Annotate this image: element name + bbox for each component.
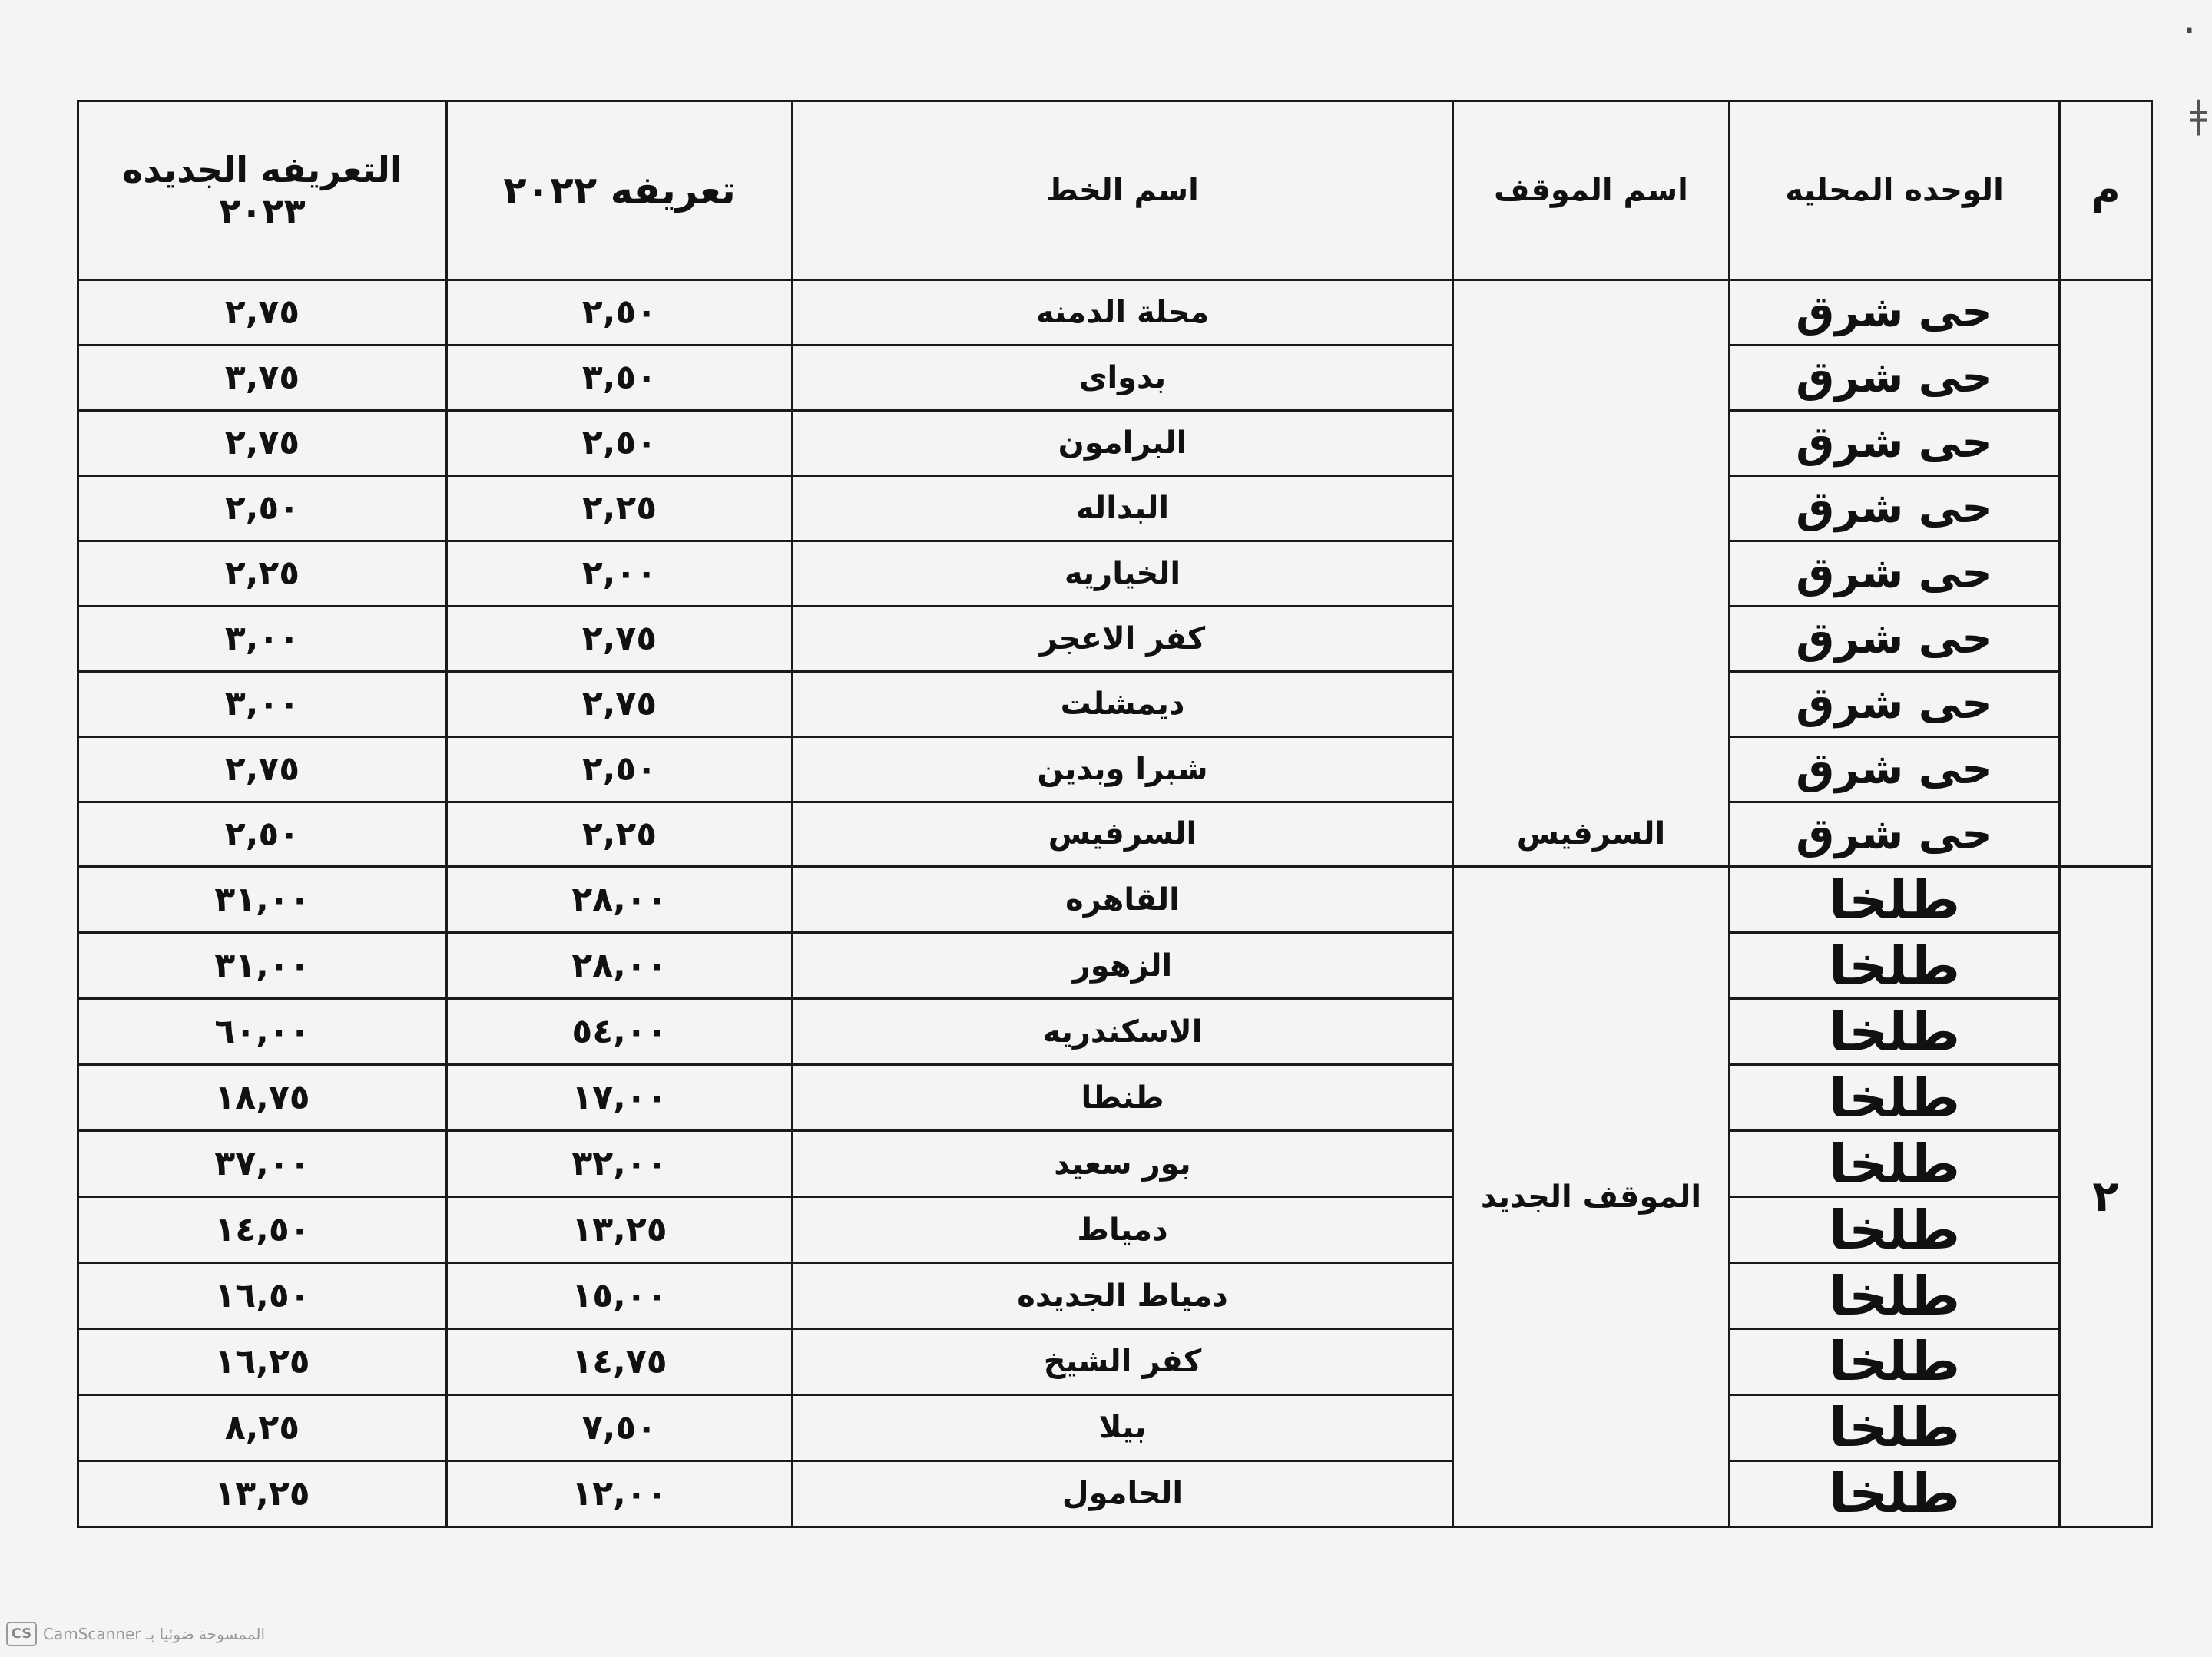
fare-2022-cell: ١٥,٠٠ (447, 1263, 793, 1329)
local-unit-label: حى شرق (1796, 418, 1993, 468)
fare-2023-cell: ٣,٠٠ (78, 671, 447, 736)
fare-2022-cell: ٢,٧٥ (447, 671, 793, 736)
local-unit-label: حى شرق (1796, 809, 1993, 859)
local-unit-cell (1730, 1263, 2060, 1329)
fare-2022-cell: ٣,٥٠ (447, 345, 793, 410)
fare-2023-cell: ٣٧,٠٠ (78, 1131, 447, 1197)
fare-2023-cell: ٣,٠٠ (78, 606, 447, 671)
fare-2022-cell: ٢,٠٠ (447, 541, 793, 606)
line-name-cell: البداله (793, 475, 1453, 541)
line-name-cell: الخياريه (793, 541, 1453, 606)
local-unit-label: طلخا (1828, 1132, 1961, 1196)
table-row (78, 999, 2152, 1065)
table-row (78, 410, 2152, 475)
local-unit-cell (1730, 345, 2060, 410)
line-name-cell: محلة الدمنه (793, 280, 1453, 346)
corner-mark: · (2181, 4, 2197, 58)
stop-name: السرفيس (1516, 816, 1666, 852)
line-name-cell: القاهره (793, 867, 1453, 933)
fare-2022-cell: ١٤,٧٥ (447, 1329, 793, 1395)
fare-2023-cell: ٢,٧٥ (78, 280, 447, 346)
fare-2022-cell: ٧,٥٠ (447, 1394, 793, 1460)
table-row (78, 606, 2152, 671)
fare-2022-cell: ٢,٥٠ (447, 736, 793, 802)
fare-table (77, 100, 2153, 1528)
table-row (78, 1131, 2152, 1197)
line-name-cell: طنطا (793, 1065, 1453, 1131)
fare-2022-cell: ٢,٥٠ (447, 410, 793, 475)
line-name-cell: السرفيس (793, 802, 1453, 867)
fare-2022-cell: ٢,٥٠ (447, 280, 793, 346)
fare-2022-cell: ١٣,٢٥ (447, 1197, 793, 1263)
fare-2023-cell: ٢,٧٥ (78, 736, 447, 802)
table-row (78, 1394, 2152, 1460)
line-name-cell: دمياط الجديده (793, 1263, 1453, 1329)
local-unit-cell (1730, 736, 2060, 802)
local-unit-cell (1730, 802, 2060, 867)
local-unit-label: حى شرق (1796, 548, 1993, 599)
row-number (2060, 280, 2152, 867)
fare-2023-cell: ٣١,٠٠ (78, 867, 447, 933)
local-unit-cell (1730, 475, 2060, 541)
header-line-name: اسم الخط (793, 101, 1453, 280)
local-unit-cell (1730, 1394, 2060, 1460)
local-unit-cell (1730, 933, 2060, 999)
fare-2022-cell: ٢,٢٥ (447, 475, 793, 541)
local-unit-cell (1730, 280, 2060, 346)
local-unit-cell (1730, 1460, 2060, 1526)
table-row (78, 802, 2152, 867)
fare-2023-cell: ٦٠,٠٠ (78, 999, 447, 1065)
table-row (78, 1197, 2152, 1263)
stop-name: الموقف الجديد (1480, 1179, 1702, 1215)
stop-name-cell (1453, 280, 1730, 867)
local-unit-cell (1730, 541, 2060, 606)
local-unit-label: طلخا (1828, 868, 1961, 931)
fare-2022-cell: ٢,٧٥ (447, 606, 793, 671)
table-row (78, 1460, 2152, 1526)
stop-name-cell (1453, 867, 1730, 1527)
header-fare-2022: تعريفه ٢٠٢٢ (447, 101, 793, 280)
watermark-text: CamScanner الممسوحة ضوئيا بـ (43, 1625, 266, 1643)
local-unit-label: طلخا (1828, 1396, 1961, 1460)
fare-2023-cell: ٢,٥٠ (78, 802, 447, 867)
table-row (78, 736, 2152, 802)
scanner-watermark (6, 1622, 265, 1646)
line-name-cell: دمياط (793, 1197, 1453, 1263)
local-unit-cell (1730, 410, 2060, 475)
camscanner-logo-icon: CS (6, 1622, 37, 1646)
local-unit-label: طلخا (1828, 934, 1961, 997)
fare-2022-cell: ١٢,٠٠ (447, 1460, 793, 1526)
corner-mark-side: ǂ (2190, 92, 2207, 137)
local-unit-cell (1730, 671, 2060, 736)
table-row (78, 475, 2152, 541)
local-unit-cell (1730, 1329, 2060, 1395)
line-name-cell: كفر الاعجر (793, 606, 1453, 671)
table-row (78, 280, 2152, 346)
fare-2023-cell: ١٣,٢٥ (78, 1460, 447, 1526)
local-unit-label: طلخا (1828, 1000, 1961, 1063)
table-row (78, 1065, 2152, 1131)
local-unit-label: حى شرق (1796, 744, 1993, 795)
local-unit-label: طلخا (1828, 1198, 1961, 1262)
local-unit-cell (1730, 1131, 2060, 1197)
line-name-cell: بيلا (793, 1394, 1453, 1460)
table-header-row (78, 101, 2152, 280)
line-name-cell: بدواى (793, 345, 1453, 410)
fare-2022-cell: ٢٨,٠٠ (447, 867, 793, 933)
fare-2023-cell: ١٦,٥٠ (78, 1263, 447, 1329)
fare-2023-cell: ٢,٧٥ (78, 410, 447, 475)
fare-2022-cell: ٢٨,٠٠ (447, 933, 793, 999)
local-unit-cell (1730, 999, 2060, 1065)
table-row (78, 933, 2152, 999)
local-unit-label: حى شرق (1796, 614, 1993, 664)
table-row (78, 345, 2152, 410)
line-name-cell: ديمشلت (793, 671, 1453, 736)
header-num: م (2060, 101, 2152, 280)
local-unit-cell (1730, 606, 2060, 671)
table-row (78, 1263, 2152, 1329)
fare-2023-cell: ٣١,٠٠ (78, 933, 447, 999)
line-name-cell: البرامون (793, 410, 1453, 475)
fare-2023-cell: ١٤,٥٠ (78, 1197, 447, 1263)
line-name-cell: الحامول (793, 1460, 1453, 1526)
local-unit-label: طلخا (1828, 1330, 1961, 1394)
fare-2023-cell: ٣,٧٥ (78, 345, 447, 410)
local-unit-label: حى شرق (1796, 287, 1993, 338)
table-row (78, 541, 2152, 606)
fare-2022-cell: ١٧,٠٠ (447, 1065, 793, 1131)
header-fare-2023: التعريفه الجديده ٢٠٢٣ (78, 101, 447, 280)
header-stop-name: اسم الموقف (1453, 101, 1730, 280)
table-body (78, 280, 2152, 1527)
table-row (78, 867, 2152, 933)
row-number: ٢ (2060, 867, 2152, 1527)
table-row (78, 671, 2152, 736)
fare-2023-cell: ١٨,٧٥ (78, 1065, 447, 1131)
line-name-cell: الاسكندريه (793, 999, 1453, 1065)
local-unit-label: حى شرق (1796, 679, 1993, 729)
local-unit-label: حى شرق (1796, 483, 1993, 534)
fare-2022-cell: ٢,٢٥ (447, 802, 793, 867)
local-unit-label: طلخا (1828, 1462, 1961, 1526)
table-row (78, 1329, 2152, 1395)
line-name-cell: كفر الشيخ (793, 1329, 1453, 1395)
line-name-cell: بور سعيد (793, 1131, 1453, 1197)
header-local-unit: الوحده المحليه (1730, 101, 2060, 280)
local-unit-cell (1730, 1065, 2060, 1131)
local-unit-cell (1730, 1197, 2060, 1263)
line-name-cell: الزهور (793, 933, 1453, 999)
fare-2023-cell: ٨,٢٥ (78, 1394, 447, 1460)
local-unit-label: طلخا (1828, 1066, 1961, 1129)
fare-2022-cell: ٥٤,٠٠ (447, 999, 793, 1065)
fare-2023-cell: ٢,٢٥ (78, 541, 447, 606)
local-unit-label: حى شرق (1796, 352, 1993, 403)
fare-2023-cell: ١٦,٢٥ (78, 1329, 447, 1395)
line-name-cell: شبرا وبدين (793, 736, 1453, 802)
fare-2022-cell: ٣٢,٠٠ (447, 1131, 793, 1197)
local-unit-cell (1730, 867, 2060, 933)
fare-2023-cell: ٢,٥٠ (78, 475, 447, 541)
local-unit-label: طلخا (1828, 1264, 1961, 1328)
